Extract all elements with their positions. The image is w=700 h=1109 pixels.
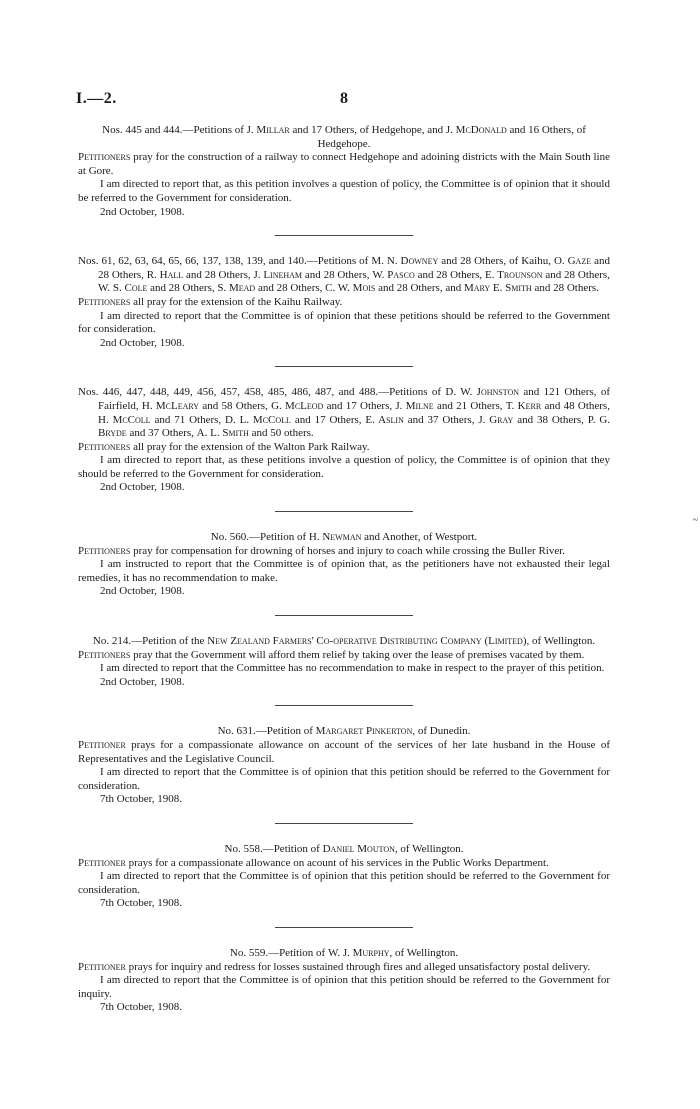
section-divider <box>275 235 413 236</box>
petition-title: No. 558.—Petition of Daniel Mouton, of Wellington. <box>224 842 464 855</box>
petition-prayer: Petitioners pray for compensation for drowning of horses and injury to coach while crossing the Buller River. <box>78 544 566 557</box>
petition-title: No. 214.—Petition of the New Zealand Farmers' Co-operative Distributing Company (Limited), of Wellington. <box>92 635 596 648</box>
report-date: 2nd October, 1908. <box>100 481 185 494</box>
petition-prayer: Petitioners all pray for the extension of the Walton Park Railway. <box>78 440 370 453</box>
petition-entry <box>78 843 610 911</box>
committee-report: I am directed to report that the Committee has no recommendation to make in respect to the prayer of this petition. <box>100 662 605 675</box>
petition-entry <box>78 124 610 219</box>
petition-prayer: Petitioners pray that the Government will afford them relief by taking over the lease of premises vacated by them. <box>78 648 585 661</box>
committee-report: I am directed to report that, as this petition involves a question of policy, the Committee is of opinion that it should be referred to the Government for consideration. <box>78 178 610 204</box>
petition-title: No. 559.—Petition of W. J. Murphy, of Wellington. <box>229 946 459 959</box>
section-divider <box>275 823 413 824</box>
page-number: 8 <box>340 90 348 107</box>
petition-entry <box>78 531 610 599</box>
petition-prayer: Petitioners all pray for the extension of the Kaihu Railway. <box>78 295 343 308</box>
petitions-list <box>78 124 610 1015</box>
margin-mark: ~ <box>692 515 698 526</box>
petition-title: Nos. 61, 62, 63, 64, 65, 66, 137, 138, 139, and 140.—Petitions of M. N. Downey and 28 Others, of Kaihu, O. Gaze and 28 Others, R. Hall and 28 Others, J. Lineham and 28 Others, W. Pasco and 28 Others, E. Trounson and 28 Others, W. S. Cole and 28 Others, S. Mead and 28 Others, C. W. Mois and 28 Others, and Mary E. Smith and 28 Others. <box>78 255 610 295</box>
section-divider <box>275 705 413 706</box>
document-reference: I.—2. <box>76 90 117 107</box>
committee-report: I am directed to report that the Committee is of opinion that these petitions should be referred to the Government for consideration. <box>78 309 610 336</box>
petition-prayer: Petitioner prays for inquiry and redress for losses sustained through fires and alleged unsatisfactory postal delivery. <box>78 960 591 973</box>
report-date: 2nd October, 1908. <box>100 336 185 349</box>
petition-title: Nos. 445 and 444.—Petitions of J. Millar and 17 Others, of Hedgehope, and J. McDonald and 16 Others, of Hedgehope. <box>102 124 586 150</box>
section-divider <box>275 615 413 616</box>
page-header <box>76 90 636 110</box>
petition-entry <box>78 386 610 495</box>
committee-report: I am directed to report that the Committee is of opinion that this petition should be referred to the Government for consideration. <box>78 870 610 896</box>
petition-entry <box>78 255 610 350</box>
committee-report: I am directed to report that the Committee is of opinion that this petition should be referred to the Government for inquiry. <box>78 974 610 1000</box>
committee-report: I am directed to report that the Committee is of opinion that this petition should be referred to the Government for consideration. <box>78 766 610 792</box>
petition-title: No. 631.—Petition of Margaret Pinkerton, of Dunedin. <box>217 725 471 738</box>
petition-prayer: Petitioners pray for the construction of a railway to connect Hedgehope and adoining districts with the Main South line at Gore. <box>78 151 610 177</box>
petition-title: No. 560.—Petition of H. Newman and Another, of Westport. <box>210 531 478 544</box>
petition-entry <box>78 635 610 689</box>
petition-prayer: Petitioner prays for a compassionate allowance on account of the services of her late husband in the House of Representatives and the Legislative Council. <box>78 739 610 765</box>
report-date: 2nd October, 1908. <box>100 675 185 688</box>
report-date: 2nd October, 1908. <box>100 585 185 598</box>
petition-prayer: Petitioner prays for a compassionate allowance on acount of his services in the Public Works Department. <box>78 856 549 869</box>
section-divider <box>275 366 413 367</box>
petition-title: Nos. 446, 447, 448, 449, 456, 457, 458, 485, 486, 487, and 488.—Petitions of D. W. Johnston and 121 Others, of Fairfield, H. McLeary and 58 Others, G. McLeod and 17 Others, J. Milne and 21 Others, T. Kerr and 48 Others, H. McColl and 71 Others, D. L. McColl and 17 Others, E. Aslin and 37 Others, J. Gray and 38 Others, P. G. Bryde and 37 Others, A. L. Smith and 50 others. <box>78 386 611 440</box>
report-date: 2nd October, 1908. <box>100 205 185 218</box>
report-date: 7th October, 1908. <box>100 897 183 910</box>
petition-entry <box>78 725 610 807</box>
section-divider <box>275 927 413 928</box>
petition-entry <box>78 947 610 1015</box>
report-date: 7th October, 1908. <box>100 1001 183 1014</box>
committee-report: I am instructed to report that the Committee is of opinion that, as the petitioners have not exhausted their legal remedies, it has no recommendation to make. <box>78 558 610 584</box>
report-date: 7th October, 1908. <box>100 793 183 806</box>
section-divider <box>275 511 413 512</box>
committee-report: I am directed to report that, as these petitions involve a question of policy, the Committee is of opinion that they should be referred to the Government for consideration. <box>78 454 610 480</box>
